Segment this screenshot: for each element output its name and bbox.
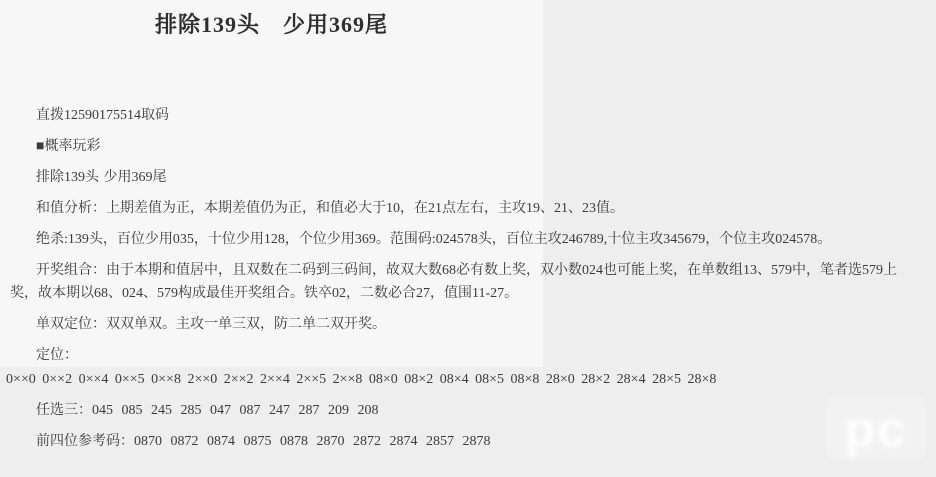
pc-watermark-logo: pc — [826, 397, 926, 461]
line-position-label: 定位： — [36, 348, 78, 363]
page-title: 排除139头 少用369尾 — [154, 12, 388, 37]
line-source-tag: ■概率玩彩 — [36, 139, 101, 154]
line-first-four-codes: 前四位参考码：0870 0872 0874 0875 0878 2870 2872 2874 2857 2878 — [36, 434, 491, 449]
line-pick-three: 任选三：045 085 245 285 047 087 247 287 209 208 — [36, 403, 379, 418]
line-odd-even-position: 单双定位：双双单双。主攻一单三双，防二单二双开奖。 — [36, 317, 386, 332]
line-kill-numbers: 绝杀:139头，百位少用035，十位少用128，个位少用369。范围码:024578头，百位主攻246789,十位主攻345679，个位主攻024578。 — [36, 232, 832, 247]
line-subtitle: 排除139头 少用369尾 — [36, 170, 167, 185]
line-sum-analysis: 和值分析：上期差值为正，本期差值仍为正，和值必大于10，在21点左右，主攻19、21、23值。 — [36, 201, 624, 216]
line-draw-combination: 开奖组合：由于本期和值居中，且双数在二码到三码间，故双大数68必有数上奖，双小数024也可能上奖，在单数组13、579中，笔者选579上奖，故本期以68、024、579构成最佳开奖组合。铁卒02，二数必合27，值围11-27。 — [10, 263, 897, 301]
article-body — [6, 104, 924, 461]
line-position-codes: 0××0 0××2 0××4 0××5 0××8 2××0 2××2 2××4 2××5 2××8 08×0 08×2 08×4 08×5 08×8 28×0 28×2 28×4 28×5 28×8 — [6, 372, 717, 387]
line-dial-code: 直拨12590175514取码 — [36, 108, 169, 123]
